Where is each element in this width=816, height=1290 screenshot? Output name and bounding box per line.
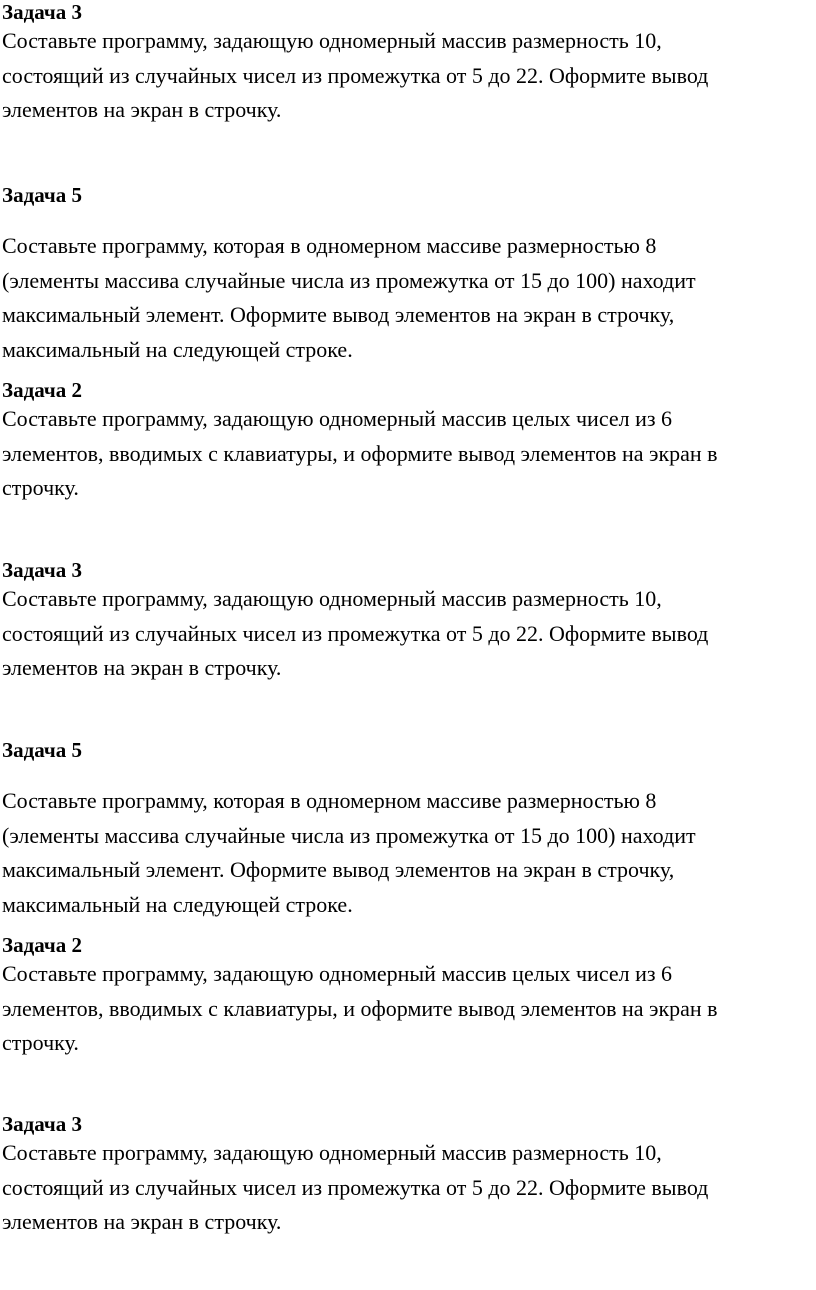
task-text-line: (элементы массива случайные числа из промежутка от 15 до 100) находит [2, 267, 696, 293]
task-text-line: максимальный элемент. Оформите вывод элементов на экран в строчку, [2, 857, 675, 882]
task-block [2, 0, 808, 128]
task-block [2, 933, 808, 1061]
task-text-line: Составьте программу, которая в одномерном массиве размерностью 8 [2, 233, 657, 258]
task-text-line: Составьте программу, задающую одномерный массив размерность 10, [2, 586, 662, 611]
task-heading: Задача 5 [2, 738, 82, 762]
task-block [2, 183, 808, 367]
task-text-line: Составьте программу, задающую одномерный массив размерность 10, [2, 1140, 662, 1165]
task-text-line: Составьте программу, задающую одномерный массив целых чисел из 6 [2, 406, 673, 431]
task-text-line: максимальный элемент. Оформите вывод элементов на экран в строчку, [2, 302, 675, 327]
task-block [2, 1112, 808, 1240]
task-text-line: Составьте программу, задающую одномерный массив целых чисел из 6 [2, 961, 673, 986]
task-text-line: Составьте программу, задающую одномерный массив размерность 10, [2, 28, 662, 53]
task-block [2, 378, 808, 506]
task-text-line: состоящий из случайных чисел из промежутка от 5 до 22. Оформите вывод [2, 1174, 709, 1200]
task-block [2, 738, 808, 922]
task-text-line: элементов, вводимых с клавиатуры, и оформите вывод элементов на экран в [2, 995, 718, 1021]
task-heading: Задача 5 [2, 183, 82, 207]
task-block [2, 558, 808, 686]
task-text-line: состоящий из случайных чисел из промежутка от 5 до 22. Оформите вывод [2, 62, 709, 88]
task-text-line: элементов на экран в строчку. [2, 97, 282, 122]
task-text-line: элементов, вводимых с клавиатуры, и оформите вывод элементов на экран в [2, 440, 718, 466]
task-heading: Задача 3 [2, 1112, 82, 1136]
task-heading: Задача 2 [2, 378, 82, 402]
task-text-line: (элементы массива случайные числа из промежутка от 15 до 100) находит [2, 822, 696, 848]
task-heading: Задача 3 [2, 558, 82, 582]
task-text-line: Составьте программу, которая в одномерном массиве размерностью 8 [2, 788, 657, 813]
task-text-line: элементов на экран в строчку. [2, 1209, 282, 1234]
task-text-line: максимальный на следующей строке. [2, 336, 353, 362]
task-text-line: строчку. [2, 475, 79, 500]
task-text-line: максимальный на следующей строке. [2, 891, 353, 917]
task-heading: Задача 3 [2, 0, 82, 24]
task-heading: Задача 2 [2, 933, 82, 957]
task-text-line: строчку. [2, 1030, 79, 1055]
task-text-line: элементов на экран в строчку. [2, 655, 282, 680]
task-text-line: состоящий из случайных чисел из промежутка от 5 до 22. Оформите вывод [2, 620, 709, 646]
